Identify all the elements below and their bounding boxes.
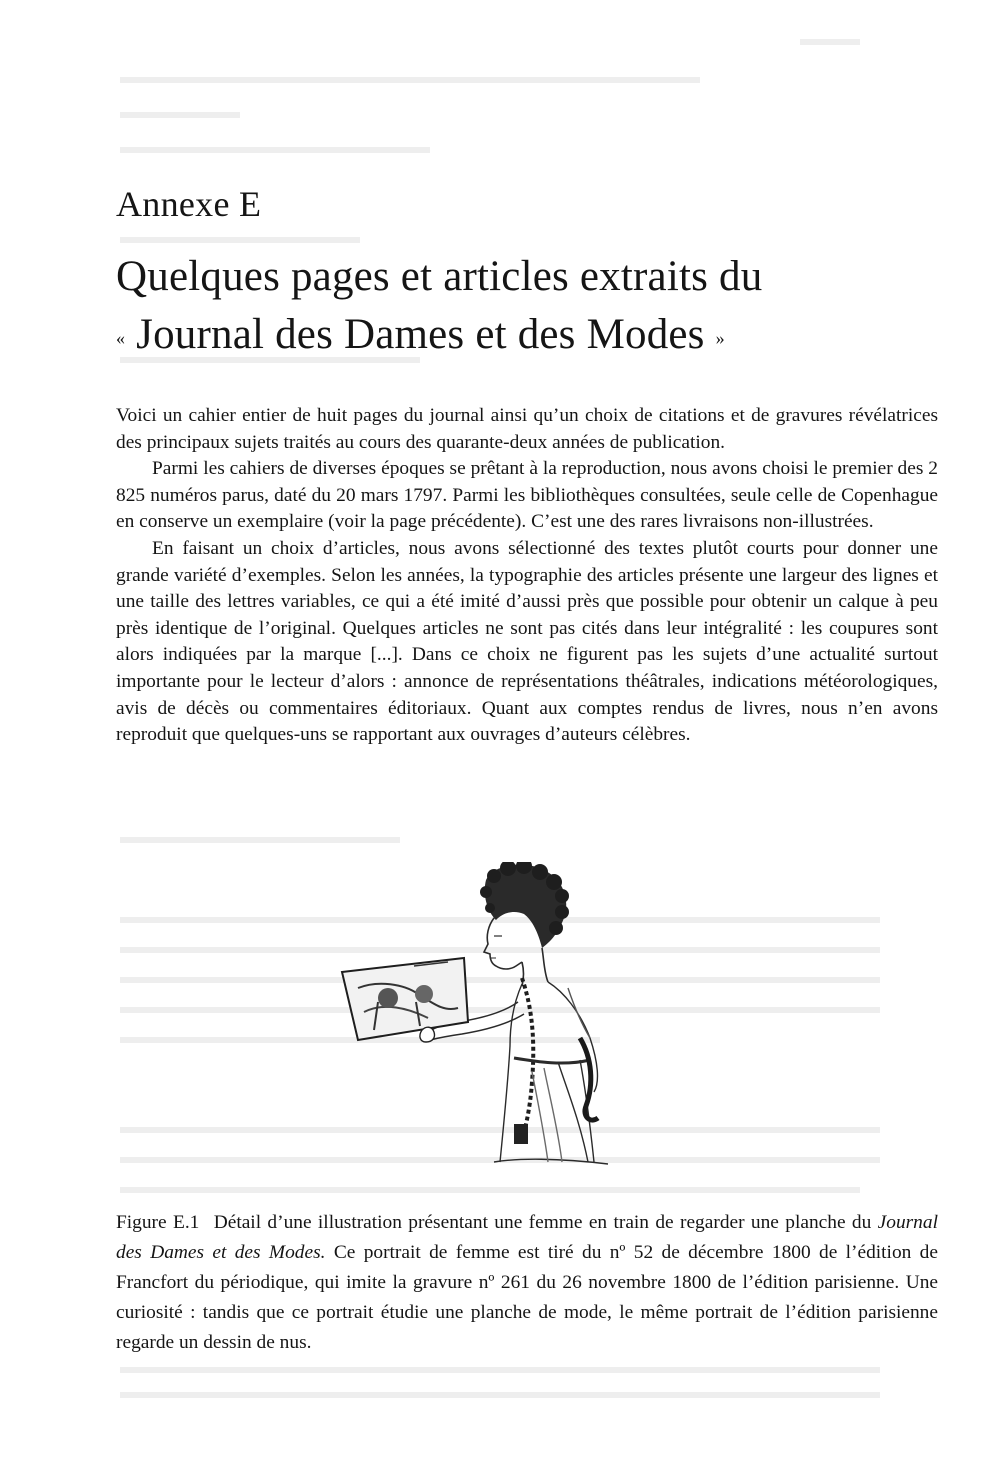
chapter-title-line-2 (116, 306, 916, 367)
fashion-plate-drawing (342, 958, 468, 1040)
figure-illustration (318, 862, 678, 1172)
caption-text-2: Ce portrait de femme est tiré du nº 52 de décembre 1800 de l’édition de Francfort du périodique, qui imite la gravure nº 261 du 26 novembre 1800 de l’édition parisienne. Une curiosité : tandis que ce portrait étudie une planche de mode, le même portrait de l’édition parisienne regarde un dessin de nus. (116, 1242, 938, 1353)
caption-text-1: Détail d’une illustration présentant une femme en train de regarder une planche du (213, 1212, 872, 1233)
closing-guillemet: » (715, 328, 725, 348)
paragraph: Voici un cahier entier de huit pages du journal ainsi qu’un choix de citations et de gravures révélatrices des principaux sujets traités au cours des quarante-deux années de publication. (116, 405, 938, 453)
chapter-title (116, 248, 916, 367)
caption-journal-title: Journal des Dames et des Modes. (116, 1212, 938, 1263)
figure-caption (116, 1208, 938, 1358)
annex-heading: Annexe E (116, 184, 262, 224)
paragraph: Parmi les cahiers de diverses époques se prêtant à la reproduction, nous avons choisi le premier des 2 825 numéros parus, daté du 20 mars 1797. Parmi les bibliothèques consultées, seule celle de Copenhague en conserve un exemplaire (voir la page précédente). C’est une des rares livraisons non-illustrées. (116, 458, 938, 533)
pendant-drawing (514, 1124, 528, 1144)
figure-label: Figure E.1 (116, 1212, 200, 1233)
hair-drawing (480, 862, 569, 948)
body-text (116, 403, 938, 749)
chapter-title-line-1: Quelques pages et articles extraits du (116, 253, 763, 300)
woman-reading-plate-engraving (318, 862, 678, 1172)
opening-guillemet: « (116, 328, 126, 348)
journal-title: Journal des Dames et des Modes (136, 311, 705, 358)
paragraph: En faisant un choix d’articles, nous avons sélectionné des textes plutôt courts pour donner une grande variété d’exemples. Selon les années, la typographie des articles présente une largeur des lignes et une taille des lettres variables, ce qui a été imité d’aussi près que possible pour obtenir un calque à peu près identique de l’original. Quelques articles ne sont pas cités dans leur intégralité : les coupures sont alors indiquées par la marque [...]. Dans ce choix ne figurent pas les sujets d’une actualité surtout importante pour le lecteur d’alors : annonce de représentations théâtrales, indications météorologiques, avis de décès ou commentaires éditoriaux. Quant aux comptes rendus de livres, nous n’en avons reproduit que quelques-uns se rapportant aux ouvrages d’auteurs célèbres. (116, 537, 938, 746)
hand-drawing (420, 1027, 435, 1042)
